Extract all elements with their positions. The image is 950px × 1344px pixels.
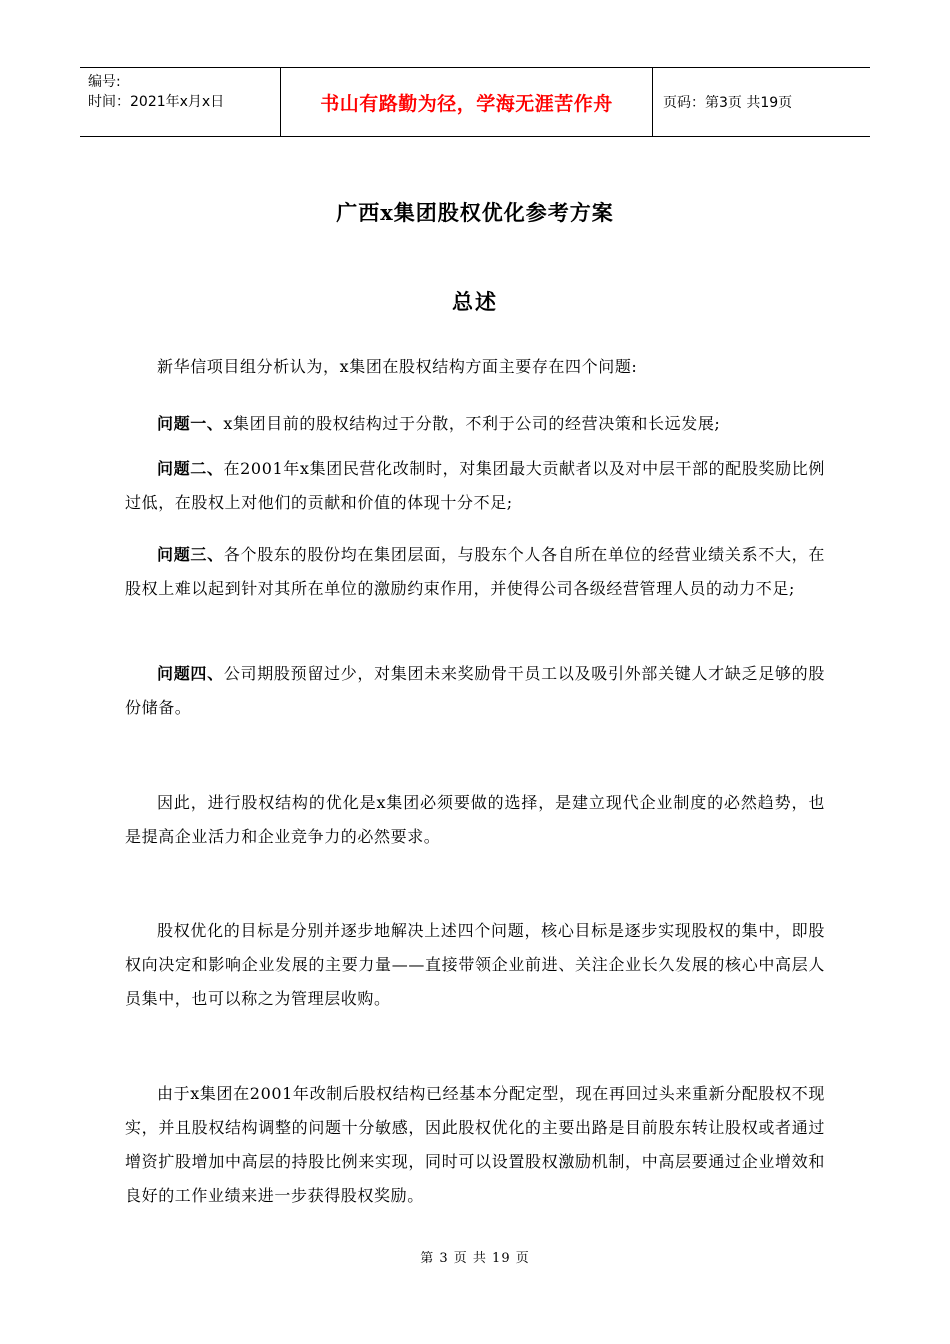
header-motto-cell — [280, 68, 653, 136]
problem-two-paragraph — [125, 452, 825, 520]
problem-four-label: 问题四、 — [157, 664, 224, 683]
header-motto: 书山有路勤为径，学海无涯苦作舟 — [320, 92, 613, 115]
section-title: 总述 — [452, 289, 498, 314]
problem-three-label: 问题三、 — [157, 545, 224, 564]
page-header — [80, 67, 870, 137]
header-page-info: 页码：第3页 共19页 — [663, 95, 793, 111]
problem-four-paragraph — [125, 657, 825, 725]
document-title: 广西x集团股权优化参考方案 — [336, 200, 614, 225]
conclusion-paragraph: 因此，进行股权结构的优化是x集团必须要做的选择，是建立现代企业制度的必然趋势，也是提高企业活力和企业竞争力的必然要求。 — [125, 793, 825, 846]
intro-paragraph: 新华信项目组分析认为，x集团在股权结构方面主要存在四个问题: — [157, 357, 638, 376]
problem-two-text: 在2001年x集团民营化改制时，对集团最大贡献者以及对中层干部的配股奖励比例过低，在股权上对他们的贡献和价值的体现十分不足; — [125, 459, 825, 512]
header-page-cell — [653, 68, 870, 136]
problem-one-label: 问题一、 — [157, 414, 224, 433]
page-footer: 第 3 页 共 19 页 — [420, 1251, 530, 1266]
problem-one-paragraph — [125, 407, 825, 441]
document-number-label: 编号: — [88, 74, 121, 90]
problem-four-text: 公司期股预留过少，对集团未来奖励骨干员工以及吸引外部关键人才缺乏足够的股份储备。 — [125, 664, 825, 717]
goal-paragraph: 股权优化的目标是分别并逐步地解决上述四个问题，核心目标是逐步实现股权的集中，即股权向决定和影响企业发展的主要力量——直接带领企业前进、关注企业长久发展的核心中高层人员集中，也可以称之为管理层收购。 — [125, 921, 825, 1008]
document-date-label: 时间：2021年x月x日 — [88, 94, 225, 110]
approach-paragraph: 由于x集团在2001年改制后股权结构已经基本分配定型，现在再回过头来重新分配股权不现实，并且股权结构调整的问题十分敏感，因此股权优化的主要出路是目前股东转让股权或者通过增资扩股增加中高层的持股比例来实现，同时可以设置股权激励机制，中高层要通过企业增效和良好的工作业绩来进一步获得股权奖励。 — [125, 1084, 825, 1205]
problem-three-paragraph — [125, 538, 825, 606]
problem-one-text: x集团目前的股权结构过于分散，不利于公司的经营决策和长远发展; — [223, 414, 721, 433]
header-left-cell — [80, 68, 280, 136]
problem-two-label: 问题二、 — [157, 459, 224, 478]
problem-three-text: 各个股东的股份均在集团层面，与股东个人各自所在单位的经营业绩关系不大，在股权上难以起到针对其所在单位的激励约束作用，并使得公司各级经营管理人员的动力不足; — [125, 545, 825, 598]
